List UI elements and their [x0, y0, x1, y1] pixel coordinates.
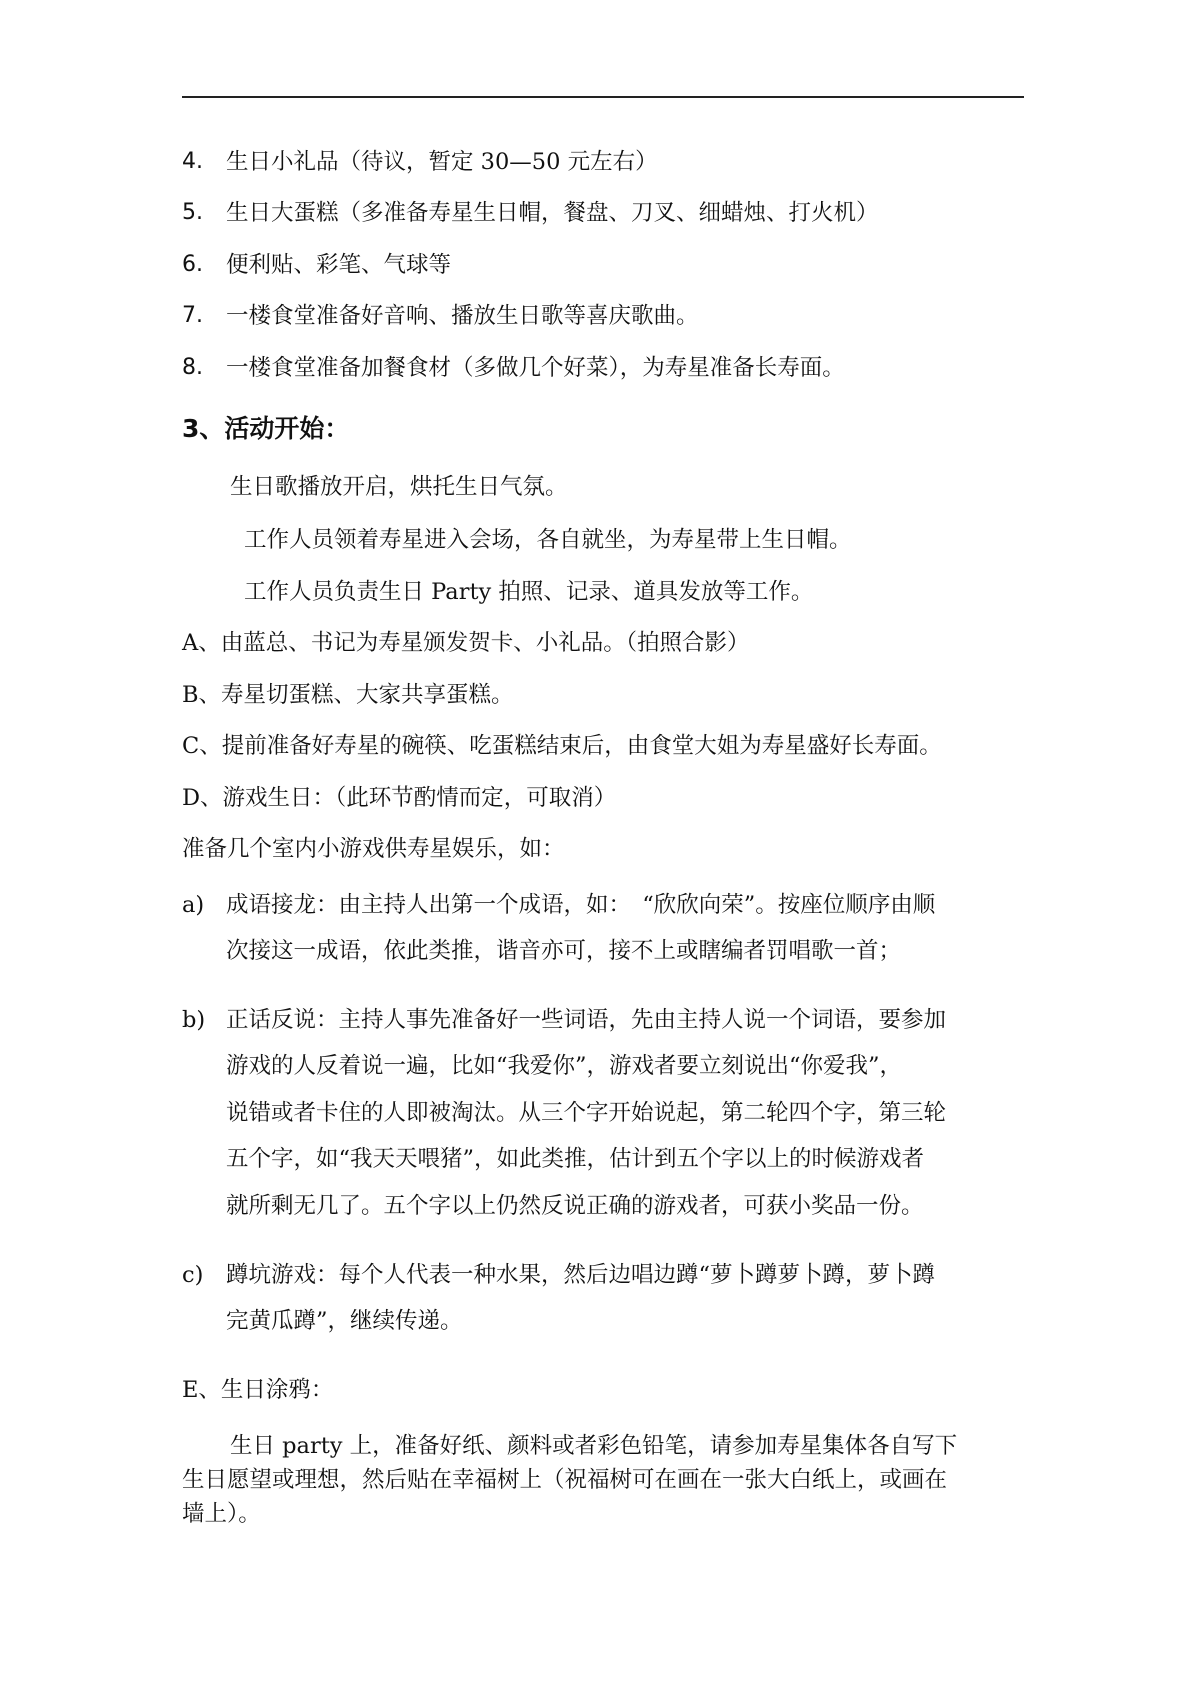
step-c: C、提前准备好寿星的碗筷、吃蛋糕结束后，由食堂大姐为寿星盛好长寿面。 [182, 733, 942, 759]
section-heading: 3、活动开始： [182, 414, 350, 443]
list-text: 一楼食堂准备加餐食材（多做几个好菜），为寿星准备长寿面。 [226, 355, 845, 381]
doodle-line: 生日 party 上，准备好纸、颜料或者彩色铅笔，请参加寿星集体各自写下 [230, 1433, 958, 1459]
game-line: 就所剩无几了。五个字以上仍然反说正确的游戏者，可获小奖品一份。 [226, 1193, 924, 1219]
intro-line: 工作人员负责生日 Party 拍照、记录、道具发放等工作。 [244, 579, 814, 605]
list-number: 6. [182, 252, 203, 277]
game-line: 次接这一成语，依此类推，谐音亦可，接不上或瞎编者罚唱歌一首； [226, 938, 902, 964]
doodle-line: 生日愿望或理想，然后贴在幸福树上（祝福树可在画在一张大白纸上，或画在 [182, 1467, 948, 1493]
list-number: 8. [182, 355, 203, 380]
step-d: D、游戏生日：（此环节酌情而定，可取消） [182, 785, 617, 811]
step-b: B、寿星切蛋糕、大家共享蛋糕。 [182, 682, 514, 708]
list-text: 生日大蛋糕（多准备寿星生日帽，餐盘、刀叉、细蜡烛、打火机） [226, 200, 879, 226]
list-text: 一楼食堂准备好音响、播放生日歌等喜庆歌曲。 [226, 303, 699, 329]
game-line: 蹲坑游戏：每个人代表一种水果，然后边唱边蹲“萝卜蹲萝卜蹲，萝卜蹲 [226, 1262, 936, 1288]
list-text: 便利贴、彩笔、气球等 [226, 252, 452, 278]
games-intro: 准备几个室内小游戏供寿星娱乐，如： [182, 836, 565, 862]
game-label: a) [182, 892, 205, 918]
game-line: 游戏的人反着说一遍，比如“我爱你”，游戏者要立刻说出“你爱我”， [226, 1053, 903, 1079]
game-line: 正话反说：主持人事先准备好一些词语，先由主持人说一个词语，要参加 [226, 1007, 947, 1033]
intro-line: 生日歌播放开启，烘托生日气氛。 [230, 474, 568, 500]
game-label: b) [182, 1007, 206, 1033]
list-number: 4. [182, 149, 203, 174]
game-line: 五个字，如“我天天喂猪”，如此类推，估计到五个字以上的时候游戏者 [226, 1146, 925, 1172]
game-label: c) [182, 1262, 204, 1288]
intro-line: 工作人员领着寿星进入会场，各自就坐，为寿星带上生日帽。 [244, 527, 852, 553]
list-number: 5. [182, 200, 203, 225]
game-line: 完黄瓜蹲”，继续传递。 [226, 1308, 463, 1334]
game-line: 成语接龙：由主持人出第一个成语，如： “欣欣向荣”。按座位顺序由顺 [226, 892, 936, 918]
list-text: 生日小礼品（待议，暂定 30—50 元左右） [226, 149, 658, 175]
step-a: A、由蓝总、书记为寿星颁发贺卡、小礼品。（拍照合影） [182, 630, 750, 656]
list-number: 7. [182, 303, 203, 328]
header-rule [182, 96, 1024, 98]
doodle-line: 墙上）。 [182, 1501, 261, 1527]
game-line: 说错或者卡住的人即被淘汰。从三个字开始说起，第二轮四个字，第三轮 [226, 1100, 947, 1126]
step-e: E、生日涂鸦： [182, 1377, 334, 1403]
